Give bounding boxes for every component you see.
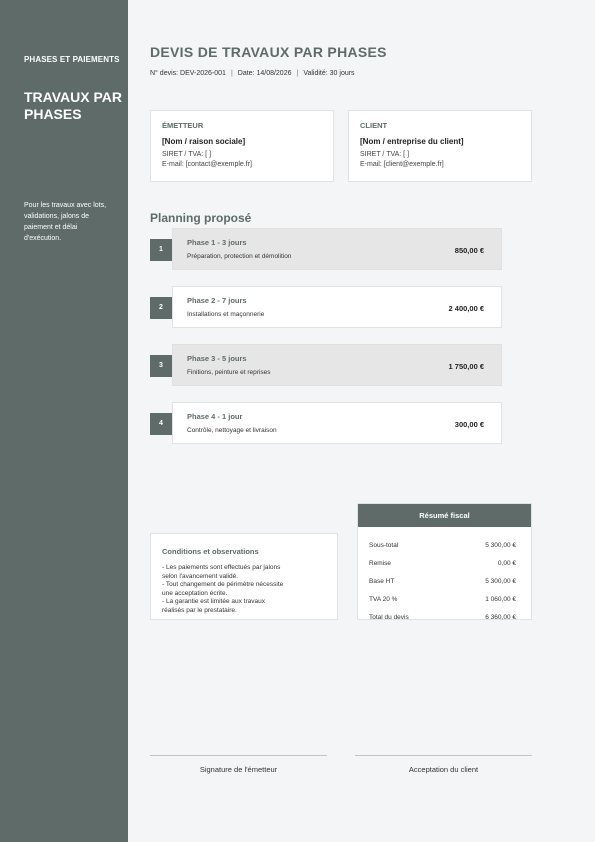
conditions-line: selon l'avancement validé. [162,572,239,580]
issuer-signature-label: Signature de l'émetteur [199,765,278,774]
quote-date: Date: 14/08/2026 [237,70,292,77]
fiscal-row [358,590,531,608]
conditions-line: réalisés par le prestataire. [162,606,237,614]
meta-separator: | [296,70,299,77]
issuer-siret: SIRET / TVA: [ ] [162,151,212,158]
issuer-name: [Nom / raison sociale] [162,137,246,146]
quote-meta [150,70,355,77]
phase-number: 1 [150,239,172,261]
phase-row [150,286,502,328]
planning-title: Planning proposé [150,211,252,225]
issuer-title: ÉMETTEUR [162,121,204,130]
fiscal-value: 5 300,00 € [485,578,516,585]
client-name: [Nom / entreprise du client] [360,137,464,146]
conditions-line: - Les paiements sont effectués par jalons [162,564,281,571]
phase-card [172,228,502,270]
fiscal-total-label: Total du devis [369,614,409,621]
document-title: DEVIS DE TRAVAUX PAR PHASES [150,44,387,60]
fiscal-value: 1 060,00 € [485,596,516,603]
sidebar-description: Pour les travaux avec lots, validations, jalons de paiement et délai d'exécution. [24,202,107,242]
fiscal-label: TVA 20 % [369,596,398,603]
issuer-card [150,110,334,182]
client-signature-line[interactable] [355,755,532,756]
phase-row [150,344,502,386]
client-signature-label: Acceptation du client [408,765,479,774]
phase-card [172,286,502,328]
conditions-line: une acceptation écrite. [162,589,228,597]
client-title: CLIENT [360,121,388,130]
client-card [348,110,532,182]
fiscal-row [358,572,531,590]
conditions-line: - Tout changement de périmètre nécessite [162,581,284,588]
phase-amount: 850,00 € [454,246,484,255]
fiscal-label: Base HT [369,578,395,585]
phase-number: 4 [150,413,172,435]
phase-row [150,402,502,444]
sidebar-kicker: PHASES ET PAIEMENTS [24,55,120,64]
fiscal-total-row [358,608,531,626]
phase-title: Phase 2 - 7 jours [187,296,247,305]
sidebar-title: TRAVAUX PAR PHASES [24,89,122,122]
quote-validity: Validité: 30 jours [303,70,355,77]
phase-title: Phase 1 - 3 jours [187,238,247,247]
phase-description: Contrôle, nettoyage et livraison [187,427,277,434]
phase-amount: 2 400,00 € [448,304,484,313]
fiscal-title: Résumé fiscal [358,504,531,527]
phase-amount: 300,00 € [454,420,484,429]
phase-title: Phase 3 - 5 jours [187,354,247,363]
phase-card [172,344,502,386]
phase-card [172,402,502,444]
client-siret: SIRET / TVA: [ ] [360,151,410,158]
conditions-title: Conditions et observations [162,547,259,556]
quote-number: N° devis: DEV-2026-001 [150,70,226,77]
phase-number: 3 [150,355,172,377]
phase-title: Phase 4 - 1 jour [187,412,243,421]
fiscal-row [358,536,531,554]
fiscal-label: Remise [369,560,392,567]
conditions-line: - La garantie est limitée aux travaux [162,598,265,605]
phase-description: Installations et maçonnerie [187,311,265,318]
client-email: E-mail: [client@exemple.fr] [360,161,444,168]
issuer-signature-line[interactable] [150,755,327,756]
conditions-box [150,533,338,620]
fiscal-label: Sous-total [369,542,399,549]
phase-row [150,228,502,270]
meta-separator: | [230,70,233,77]
fiscal-value: 0,00 € [497,560,516,567]
fiscal-summary [357,503,532,620]
phase-description: Préparation, protection et démolition [187,253,292,260]
phase-description: Finitions, peinture et reprises [187,369,271,376]
fiscal-total-value: 6 360,00 € [485,614,516,621]
phase-amount: 1 750,00 € [448,362,484,371]
phase-number: 2 [150,297,172,319]
issuer-email: E-mail: [contact@exemple.fr] [162,161,252,168]
fiscal-row [358,554,531,572]
sidebar [0,0,128,842]
fiscal-value: 5 300,00 € [485,542,516,549]
